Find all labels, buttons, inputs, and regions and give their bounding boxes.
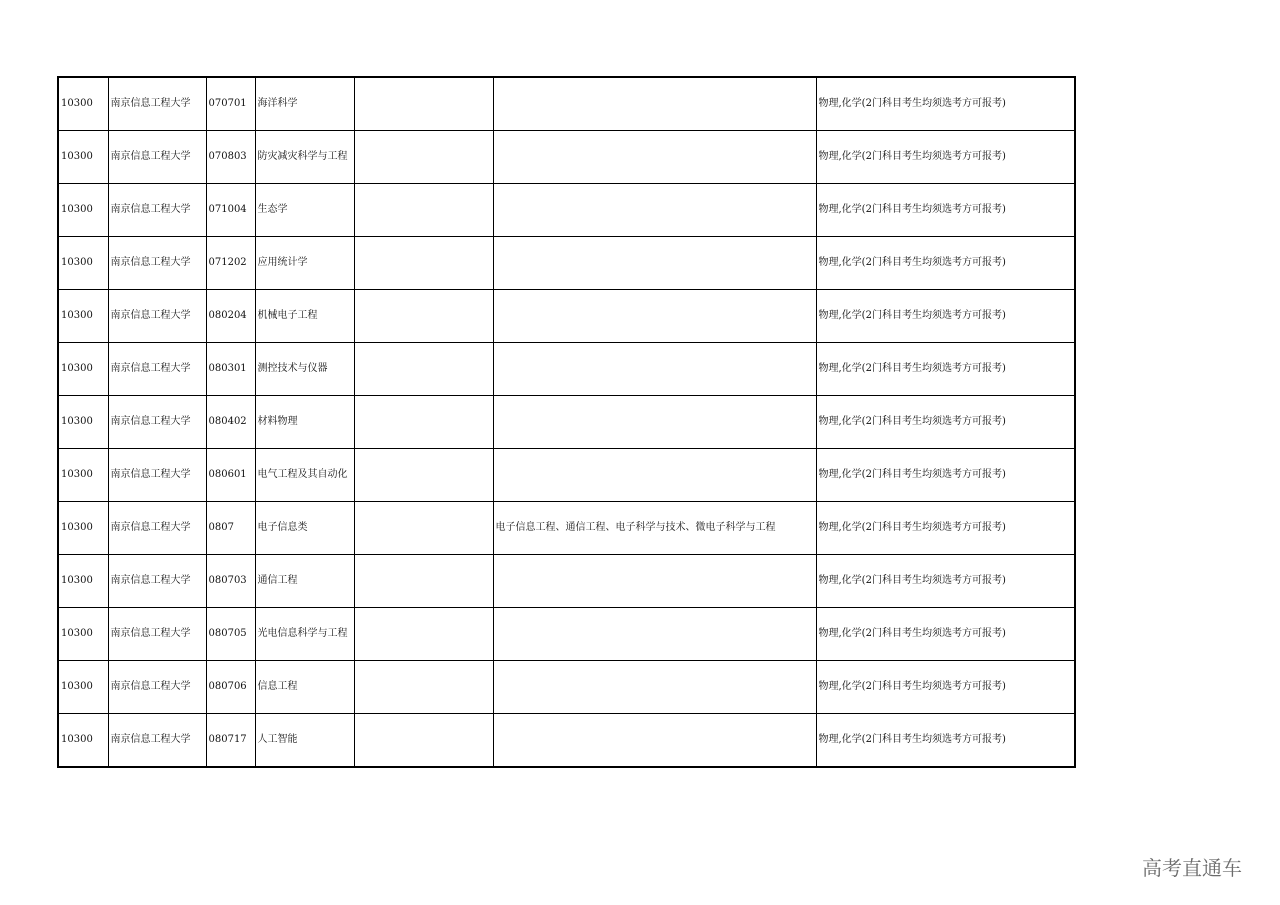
table-row (58, 77, 1075, 131)
major-code-cell: 080301 (206, 343, 255, 396)
major-name-cell: 光电信息科学与工程 (255, 608, 354, 661)
school-name-cell: 南京信息工程大学 (108, 343, 206, 396)
major-name-cell: 防灾减灾科学与工程 (255, 131, 354, 184)
table-body (58, 77, 1075, 767)
school-code-cell: 10300 (58, 661, 108, 714)
included-majors-cell (493, 343, 816, 396)
blank-cell (354, 131, 493, 184)
school-name-cell: 南京信息工程大学 (108, 555, 206, 608)
school-code-cell: 10300 (58, 343, 108, 396)
included-majors-cell (493, 290, 816, 343)
school-name-cell: 南京信息工程大学 (108, 237, 206, 290)
watermark-text: 高考直通车 (1142, 856, 1242, 880)
blank-cell (354, 555, 493, 608)
table-row (58, 555, 1075, 608)
school-code-cell: 10300 (58, 290, 108, 343)
blank-cell (354, 608, 493, 661)
school-code-cell: 10300 (58, 131, 108, 184)
school-code-cell: 10300 (58, 237, 108, 290)
major-code-cell: 080706 (206, 661, 255, 714)
subject-requirement-cell: 物理,化学(2门科目考生均须选考方可报考) (816, 343, 1075, 396)
subject-requirement-cell: 物理,化学(2门科目考生均须选考方可报考) (816, 290, 1075, 343)
major-code-cell: 0807 (206, 502, 255, 555)
school-name-cell: 南京信息工程大学 (108, 290, 206, 343)
table-row (58, 608, 1075, 661)
included-majors-cell (493, 714, 816, 768)
blank-cell (354, 184, 493, 237)
table-row (58, 449, 1075, 502)
table-row (58, 290, 1075, 343)
blank-cell (354, 502, 493, 555)
blank-cell (354, 396, 493, 449)
school-code-cell: 10300 (58, 608, 108, 661)
major-code-cell: 080402 (206, 396, 255, 449)
school-code-cell: 10300 (58, 77, 108, 131)
table-row (58, 714, 1075, 768)
major-code-cell: 071202 (206, 237, 255, 290)
included-majors-cell (493, 77, 816, 131)
school-code-cell: 10300 (58, 502, 108, 555)
major-code-cell: 080204 (206, 290, 255, 343)
major-name-cell: 应用统计学 (255, 237, 354, 290)
included-majors-cell (493, 396, 816, 449)
included-majors-cell (493, 449, 816, 502)
included-majors-cell (493, 237, 816, 290)
school-name-cell: 南京信息工程大学 (108, 396, 206, 449)
school-name-cell: 南京信息工程大学 (108, 661, 206, 714)
school-name-cell: 南京信息工程大学 (108, 608, 206, 661)
table-row (58, 343, 1075, 396)
table-row (58, 502, 1075, 555)
subject-requirement-cell: 物理,化学(2门科目考生均须选考方可报考) (816, 184, 1075, 237)
major-code-cell: 070701 (206, 77, 255, 131)
major-code-cell: 070803 (206, 131, 255, 184)
major-code-cell: 080703 (206, 555, 255, 608)
blank-cell (354, 77, 493, 131)
school-code-cell: 10300 (58, 396, 108, 449)
major-name-cell: 材料物理 (255, 396, 354, 449)
school-name-cell: 南京信息工程大学 (108, 502, 206, 555)
subject-requirement-cell: 物理,化学(2门科目考生均须选考方可报考) (816, 608, 1075, 661)
major-code-cell: 071004 (206, 184, 255, 237)
table-row (58, 661, 1075, 714)
subject-requirement-cell: 物理,化学(2门科目考生均须选考方可报考) (816, 77, 1075, 131)
included-majors-cell (493, 131, 816, 184)
subject-requirement-cell: 物理,化学(2门科目考生均须选考方可报考) (816, 449, 1075, 502)
major-name-cell: 通信工程 (255, 555, 354, 608)
school-code-cell: 10300 (58, 184, 108, 237)
included-majors-cell (493, 184, 816, 237)
school-name-cell: 南京信息工程大学 (108, 714, 206, 768)
major-name-cell: 信息工程 (255, 661, 354, 714)
blank-cell (354, 449, 493, 502)
school-code-cell: 10300 (58, 449, 108, 502)
school-code-cell: 10300 (58, 555, 108, 608)
table-row (58, 131, 1075, 184)
subject-requirement-cell: 物理,化学(2门科目考生均须选考方可报考) (816, 396, 1075, 449)
subject-requirement-cell: 物理,化学(2门科目考生均须选考方可报考) (816, 661, 1075, 714)
table-row (58, 184, 1075, 237)
table-row (58, 396, 1075, 449)
blank-cell (354, 714, 493, 768)
school-name-cell: 南京信息工程大学 (108, 77, 206, 131)
school-name-cell: 南京信息工程大学 (108, 131, 206, 184)
subject-requirement-cell: 物理,化学(2门科目考生均须选考方可报考) (816, 714, 1075, 768)
blank-cell (354, 290, 493, 343)
included-majors-cell (493, 608, 816, 661)
major-name-cell: 电气工程及其自动化 (255, 449, 354, 502)
major-code-cell: 080717 (206, 714, 255, 768)
subject-requirement-cell: 物理,化学(2门科目考生均须选考方可报考) (816, 502, 1075, 555)
major-name-cell: 海洋科学 (255, 77, 354, 131)
table-row (58, 237, 1075, 290)
blank-cell (354, 661, 493, 714)
included-majors-cell (493, 661, 816, 714)
blank-cell (354, 237, 493, 290)
included-majors-cell: 电子信息工程、通信工程、电子科学与技术、微电子科学与工程 (493, 502, 816, 555)
majors-table (57, 76, 1076, 768)
major-name-cell: 人工智能 (255, 714, 354, 768)
subject-requirement-cell: 物理,化学(2门科目考生均须选考方可报考) (816, 237, 1075, 290)
blank-cell (354, 343, 493, 396)
school-code-cell: 10300 (58, 714, 108, 768)
major-name-cell: 测控技术与仪器 (255, 343, 354, 396)
major-name-cell: 机械电子工程 (255, 290, 354, 343)
subject-requirement-cell: 物理,化学(2门科目考生均须选考方可报考) (816, 555, 1075, 608)
subject-requirement-cell: 物理,化学(2门科目考生均须选考方可报考) (816, 131, 1075, 184)
included-majors-cell (493, 555, 816, 608)
school-name-cell: 南京信息工程大学 (108, 449, 206, 502)
major-code-cell: 080601 (206, 449, 255, 502)
major-name-cell: 电子信息类 (255, 502, 354, 555)
major-code-cell: 080705 (206, 608, 255, 661)
school-name-cell: 南京信息工程大学 (108, 184, 206, 237)
major-name-cell: 生态学 (255, 184, 354, 237)
